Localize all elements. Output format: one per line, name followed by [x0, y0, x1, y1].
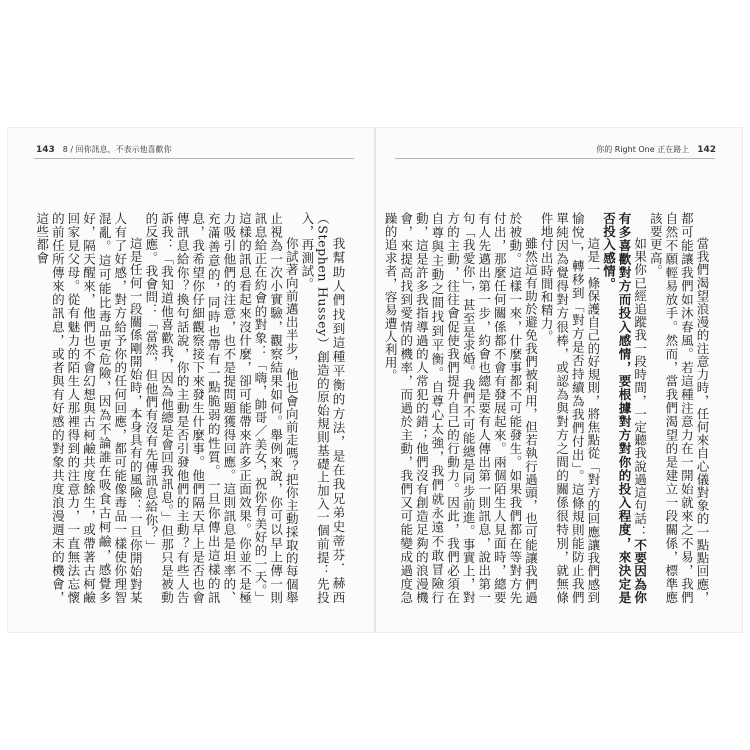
book-spread [8, 128, 742, 632]
left-paragraph-3: 這是任何一段關係剛開始時，本身具有的風險：一旦你開始對某人有了好感，對方給予你的任何回應，都可能像毒品一樣使你理智混亂。這可能比毒品更危險，因為不論誰在吸食古柯鹼，感覺多好，隔天醒來，他們也不會幻想與古柯鹼共度餘生，或帶著古柯鹼回家見父母。從有魅力的陌生人那裡得到的注意力，一直無法忘懷的前任所傳來的訊息，或者與有好感的對象共度浪漫週末的機會，這些都會 [34, 212, 144, 604]
right-paragraph-1: 當我們渴望浪漫的注意力時，任何來自心儀對象的一點點回應，都可能讓我們如沐春風。若這種注意力在一開始就來之不易，我們自然不願輕易放手。然而，當我們渴望的是建立一段關係，標準應該要更高。 [648, 212, 710, 604]
left-page-body [34, 212, 346, 604]
right-page-number: 142 [697, 145, 716, 155]
left-header-rule [34, 158, 354, 159]
right-paragraph-2 [601, 212, 648, 604]
right-header-rule [395, 158, 715, 159]
right-paragraph-2-text: 如果你已經追蹤我一段時間，一定聽我說過這句話： [632, 237, 648, 539]
right-page-body [383, 212, 710, 604]
left-page [8, 128, 375, 632]
left-page-header [36, 144, 172, 155]
left-page-number: 143 [36, 145, 55, 155]
right-paragraph-3: 這是一條保護自己的好規則，將焦點從「對方的回應讓我們感到愉悅」，轉移到「對方是否持續為我們付出」。這條規則能防止我們單純因為覺得對方很棒，或認為與對方之間的關係很特別，就無條件地付出時間和精力。 [539, 212, 601, 604]
bold-rule-quote: 不要因為你有多喜歡對方而投入感情，要根據對方對你的投入程度，來決定是否投入感情。 [601, 212, 648, 604]
right-page-header [596, 144, 716, 155]
left-running-head: 8 / 回你訊息，不表示他喜歡你 [62, 145, 172, 154]
right-paragraph-4: 雖然這有助於避免我們被利用，但若執行過頭，也可能讓我們過於被動。這樣一來，什麼事都不可能發生。如果我們都在等對方先付出，那麼任何關係都不會有發展起來。兩個陌生人見面時，總要有人先邁出第一步，約會也總是要有人傳出第一則訊息，說出第一句「我愛你」，甚至是求婚。我們不可能總是同步前進。事實上，對方的主動，往往會促使我們提升自己的行動力。因此，我們必須在自尊與主動之間找到平衡。自尊心太強，我們就永遠不敢冒險行動，這是許多我指導過的人常犯的錯；他們沒有創造足夠的浪漫機會，來提高找到愛情的機率，而過於主動，我們又可能變成過度急躁的追求者，容易遭人利用。 [383, 212, 539, 604]
left-paragraph-2: 你試著向前邁出半步，他也會向前走嗎？把你主動採取的每個舉止視為一次小實驗，觀察結果如何。舉例來說，你可以早上傳一則訊息給正在約會的對象：「嗨，帥哥／美女，祝你有美好的一天。」這樣的訊息看起來沒什麼，卻可能帶來許多正面效果。你並不是極力吸引他們的注意，也不是提問題獲得回應。這則訊息是坦率的、充滿善意的，同時也帶有一點脆弱的性質。一旦你傳出這樣的訊息，我希望你仔細觀察接下來發生什麼事。他們隔天早上是否也會傳訊息給你？換句話說，你的主動是否引發他們的主動？有些人告訴我：「我知道他喜歡我，因為他總是會回我訊息。」但那只是被動的反應。我會問：「當然，但他們有沒有先傳訊息給你？」 [143, 212, 300, 604]
left-paragraph-1: 我幫助人們找到這種平衡的方法，是在我兄弟史蒂芬．赫西（Stephen Hussey）創造的原始規則基礎上加入一個前提：先投入，再測試。 [299, 212, 346, 604]
right-page [375, 128, 742, 632]
right-running-head: 你的 Right One 正在路上 [596, 145, 690, 154]
